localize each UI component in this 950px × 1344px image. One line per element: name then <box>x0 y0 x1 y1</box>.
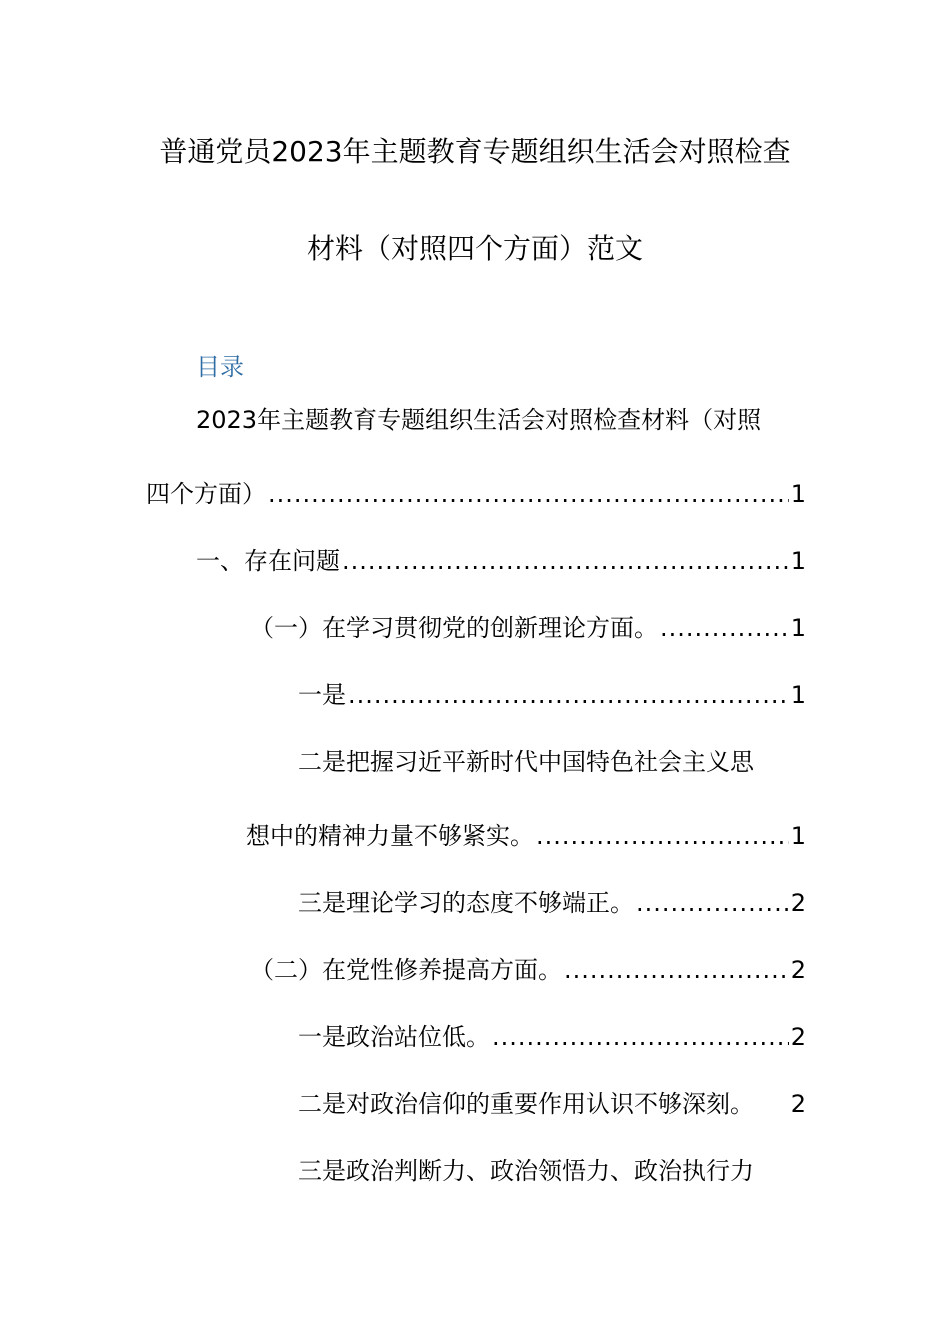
toc-entry[interactable] <box>196 544 806 578</box>
toc-entry-text: 三是理论学习的态度不够端正。 <box>298 889 634 917</box>
toc-entry[interactable] <box>250 611 806 645</box>
toc-entry-text: （一）在学习贯彻党的创新理论方面。 <box>250 614 658 642</box>
toc-page-number: 2 <box>790 1090 806 1118</box>
toc-leader-dots <box>564 953 789 987</box>
toc-entry-text: 四个方面） <box>146 480 266 508</box>
toc-entry[interactable] <box>146 477 806 511</box>
toc-page-number: 1 <box>790 822 806 850</box>
toc-entry-text: 二是对政治信仰的重要作用认识不够深刻。 <box>298 1090 754 1118</box>
toc-page-number: 2 <box>790 1023 806 1051</box>
toc-entry[interactable] <box>298 1020 806 1054</box>
toc-page-number: 2 <box>790 956 806 984</box>
toc-leader-dots <box>348 678 789 712</box>
toc-entry-text[interactable]: 二是把握习近平新时代中国特色社会主义思 <box>298 748 754 776</box>
toc-entry[interactable] <box>298 1087 806 1121</box>
toc-leader-dots <box>660 611 789 645</box>
toc-entry-text: （二）在党性修养提高方面。 <box>250 956 562 984</box>
toc-leader-dots <box>268 477 789 511</box>
toc-leader-dots <box>536 819 789 853</box>
toc-page-number: 2 <box>790 889 806 917</box>
toc-entry[interactable] <box>298 678 806 712</box>
toc-entry-text: 一是政治站位低。 <box>298 1023 490 1051</box>
toc-entry[interactable] <box>250 953 806 987</box>
toc-entry-text[interactable]: 2023年主题教育专题组织生活会对照检查材料（对照 <box>196 406 762 434</box>
toc-entry[interactable] <box>246 819 806 853</box>
toc-leader-dots <box>636 886 789 920</box>
toc-page-number: 1 <box>790 681 806 709</box>
toc-page-number: 1 <box>790 547 806 575</box>
toc-leader-dots <box>492 1020 789 1054</box>
toc-page-number: 1 <box>790 614 806 642</box>
toc-page-number: 1 <box>790 480 806 508</box>
document-title-line-2: 材料（对照四个方面）范文 <box>306 232 643 265</box>
toc-entry[interactable] <box>298 886 806 920</box>
toc-leader-dots <box>342 544 789 578</box>
document-title-line-1: 普通党员2023年主题教育专题组织生活会对照检查 <box>159 135 791 168</box>
toc-entry-text[interactable]: 三是政治判断力、政治领悟力、政治执行力 <box>298 1157 754 1185</box>
toc-entry-text: 想中的精神力量不够紧实。 <box>246 822 534 850</box>
toc-entry-text: 一是 <box>298 681 346 709</box>
toc-entry-text: 一、存在问题 <box>196 547 340 575</box>
toc-heading[interactable]: 目录 <box>196 353 244 381</box>
